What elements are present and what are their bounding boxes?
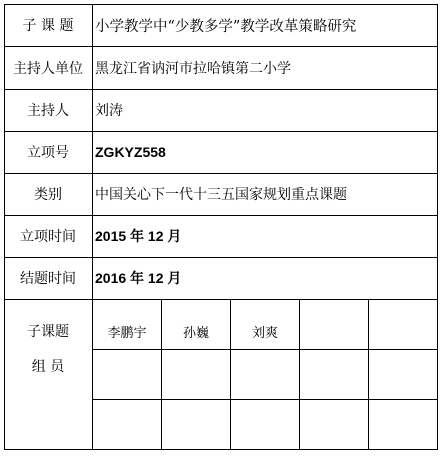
completion-date-value: 2016 年 12 月 xyxy=(95,270,182,286)
member-name: 孙巍 xyxy=(182,325,209,341)
member-row-divider xyxy=(92,399,438,400)
completion-date-label: 结题时间 xyxy=(20,271,76,287)
approval-date-label: 立项时间 xyxy=(20,229,76,245)
member-column-divider xyxy=(299,299,300,450)
member-name: 李鹏宇 xyxy=(107,325,147,341)
project-info-table xyxy=(4,4,438,450)
host-unit-label: 主持人单位 xyxy=(13,60,83,77)
subtopic-value: 小学教学中“少教多学”教学改革策略研究 xyxy=(95,18,357,35)
subtopic-label: 子 课 题 xyxy=(22,18,74,34)
host-label: 主持人 xyxy=(27,103,69,119)
approval-date-value: 2015 年 12 月 xyxy=(95,228,182,244)
project-number-value: ZGKYZ558 xyxy=(95,144,166,160)
category-label: 类别 xyxy=(34,187,62,203)
members-label-line2: 组 员 xyxy=(31,359,65,375)
members-label-line1: 子课题 xyxy=(27,324,69,340)
host-unit-value: 黑龙江省讷河市拉哈镇第二小学 xyxy=(95,60,291,77)
row-divider xyxy=(4,299,438,300)
host-value: 刘涛 xyxy=(95,103,123,119)
table-border-bottom xyxy=(4,449,438,450)
project-number-label: 立项号 xyxy=(27,145,69,161)
table-border-right xyxy=(437,4,438,450)
member-column-divider xyxy=(368,299,369,450)
category-value: 中国关心下一代十三五国家规划重点课题 xyxy=(95,187,347,203)
member-name: 刘爽 xyxy=(251,325,278,341)
